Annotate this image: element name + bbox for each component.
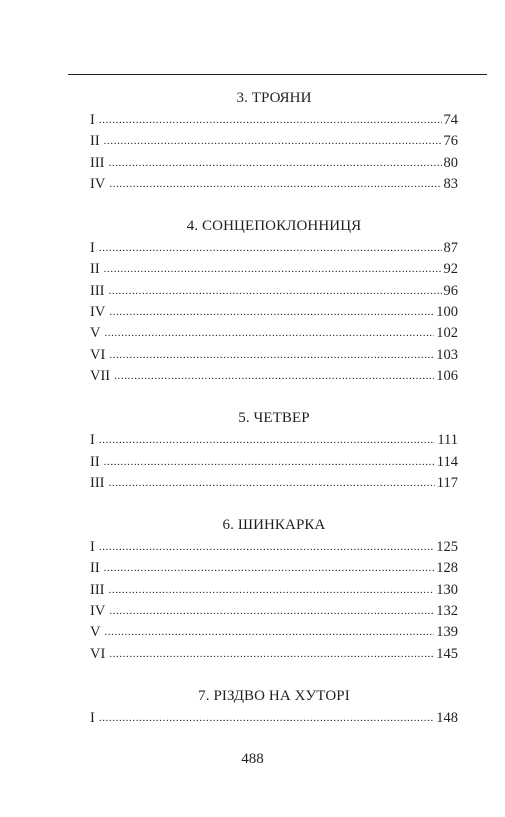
dot-leader (114, 366, 434, 387)
toc-section (90, 89, 458, 195)
chapter-number: II (90, 560, 100, 577)
dot-leader (104, 323, 434, 344)
toc-entry[interactable] (90, 238, 458, 259)
page-reference: 96 (443, 282, 458, 299)
chapter-number: II (90, 261, 100, 278)
chapter-number: I (90, 112, 95, 128)
toc-entry[interactable] (90, 323, 458, 344)
dot-leader (99, 430, 435, 451)
page-reference: 87 (443, 240, 458, 257)
section-title: 7. РІЗДВО НА ХУТОРІ (198, 687, 350, 704)
page-reference: 102 (436, 325, 458, 342)
dot-leader (109, 473, 435, 494)
toc-entry[interactable] (90, 601, 458, 622)
page-reference: 145 (436, 645, 458, 662)
page-reference: 74 (443, 112, 458, 128)
chapter-number: V (90, 624, 101, 641)
toc-entry[interactable] (90, 622, 458, 643)
toc-entry[interactable] (90, 174, 458, 195)
dot-leader (109, 174, 441, 195)
section-title: 5. ЧЕТВЕР (238, 410, 310, 427)
page-reference: 148 (436, 709, 458, 726)
toc-entry[interactable] (90, 110, 458, 131)
dot-leader (104, 452, 435, 473)
dot-leader (109, 281, 442, 302)
chapter-number: IV (90, 304, 106, 321)
toc-entry[interactable] (90, 131, 458, 152)
toc-entry[interactable] (90, 366, 458, 387)
toc-entry[interactable] (90, 708, 458, 729)
section-title: 6. ШИНКАРКА (222, 517, 326, 534)
dot-leader (99, 238, 442, 259)
dot-leader (104, 259, 442, 280)
toc-entry[interactable] (90, 153, 458, 174)
chapter-number: II (90, 133, 100, 150)
page-reference: 117 (436, 474, 458, 491)
dot-leader (104, 131, 442, 152)
dot-leader (99, 537, 434, 558)
toc-section (90, 516, 458, 665)
page-reference: 125 (436, 539, 458, 556)
page-reference: 106 (436, 367, 458, 384)
section-title: 3. ТРОЯНИ (236, 90, 312, 106)
page-reference: 111 (437, 432, 458, 449)
page-reference: 80 (443, 154, 458, 171)
page-reference: 139 (436, 624, 458, 641)
page-number: 488 (241, 751, 264, 767)
toc-entry[interactable] (90, 259, 458, 280)
chapter-number: I (90, 240, 95, 257)
toc-entry[interactable] (90, 558, 458, 579)
toc-entry[interactable] (90, 430, 458, 451)
chapter-number: III (90, 474, 105, 491)
dot-leader (99, 708, 434, 729)
chapter-number: III (90, 282, 105, 299)
toc-entry[interactable] (90, 580, 458, 601)
top-rule (68, 74, 487, 75)
toc-entry[interactable] (90, 473, 458, 494)
toc-entry[interactable] (90, 644, 458, 665)
dot-leader (109, 345, 434, 366)
page-reference: 132 (436, 603, 458, 620)
dot-leader (104, 558, 435, 579)
page-reference: 130 (436, 581, 458, 598)
section-title: 4. СОНЦЕПОКЛОННИЦЯ (186, 218, 362, 235)
chapter-number: II (90, 453, 100, 470)
dot-leader (109, 580, 435, 601)
page-reference: 114 (436, 453, 458, 470)
chapter-number: IV (90, 175, 106, 192)
toc-entry[interactable] (90, 345, 458, 366)
chapter-number: I (90, 539, 95, 556)
toc-entry[interactable] (90, 537, 458, 558)
dot-leader (104, 622, 434, 643)
page-reference: 103 (436, 346, 458, 363)
page-reference: 76 (443, 133, 458, 150)
chapter-number: I (90, 432, 95, 449)
toc-entry[interactable] (90, 281, 458, 302)
chapter-number: VI (90, 346, 106, 363)
dot-leader (109, 644, 434, 665)
chapter-number: III (90, 154, 105, 171)
dot-leader (109, 302, 434, 323)
page-reference: 83 (443, 175, 458, 192)
chapter-number: III (90, 581, 105, 598)
dot-leader (109, 601, 434, 622)
toc-section (90, 687, 458, 729)
toc-entry[interactable] (90, 452, 458, 473)
chapter-number: V (90, 325, 101, 342)
dot-leader (99, 110, 442, 131)
toc-section (90, 409, 458, 494)
table-of-contents (90, 89, 458, 729)
toc-entry[interactable] (90, 302, 458, 323)
page-reference: 100 (436, 304, 458, 321)
page-reference: 128 (436, 560, 458, 577)
dot-leader (109, 153, 442, 174)
chapter-number: IV (90, 603, 106, 620)
chapter-number: I (90, 709, 95, 726)
chapter-number: VI (90, 645, 106, 662)
page-reference: 92 (443, 261, 458, 278)
chapter-number: VII (90, 367, 111, 384)
toc-section (90, 217, 458, 387)
